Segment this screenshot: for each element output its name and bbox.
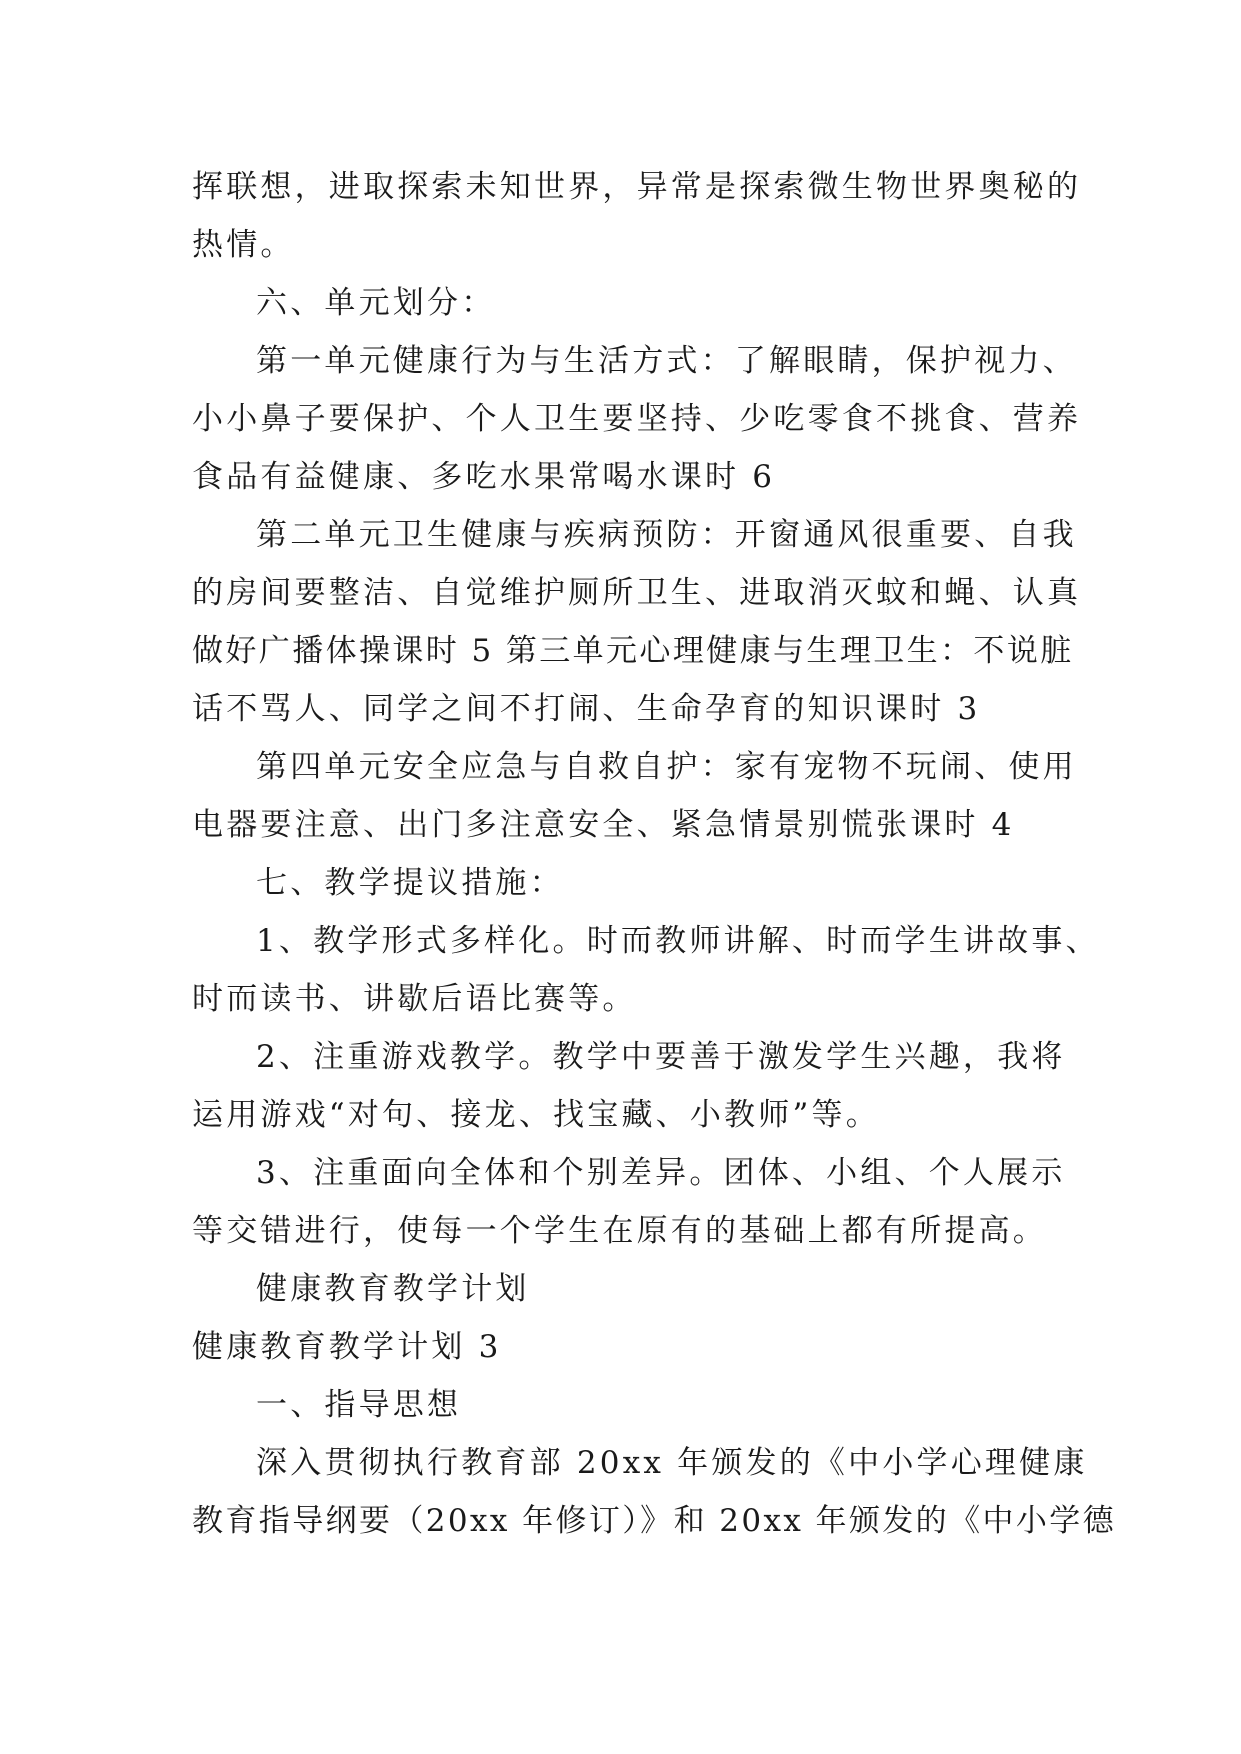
text-line: 热情。 bbox=[192, 227, 295, 263]
text-line: 3、注重面向全体和个别差异。团体、小组、个人展示 bbox=[256, 1155, 1066, 1191]
text-line: 第四单元安全应急与自救自护：家有宠物不玩闹、使用 bbox=[256, 749, 1077, 785]
text-line: 深入贯彻执行教育部 20xx 年颁发的《中小学心理健康 bbox=[256, 1445, 1088, 1481]
text-line: 第二单元卫生健康与疾病预防：开窗通风很重要、自我 bbox=[256, 517, 1077, 553]
section-heading: 一、指导思想 bbox=[256, 1387, 462, 1423]
text-line: 话不骂人、同学之间不打闹、生命孕育的知识课时 3 bbox=[192, 691, 981, 727]
section-heading: 七、教学提议措施： bbox=[256, 865, 564, 901]
text-line: 电器要注意、出门多注意安全、紧急情景别慌张课时 4 bbox=[192, 807, 1015, 843]
text-line: 挥联想，进取探索未知世界，异常是探索微生物世界奥秘的 bbox=[192, 169, 1082, 205]
text-line: 1、教学形式多样化。时而教师讲解、时而学生讲故事、 bbox=[256, 923, 1100, 959]
text-line: 教育指导纲要（20xx 年修订）》和 20xx 年颁发的《中小学德 bbox=[192, 1503, 1117, 1539]
document-title: 健康教育教学计划 bbox=[256, 1271, 530, 1307]
text-line: 的房间要整洁、自觉维护厕所卫生、进取消灭蚊和蝇、认真 bbox=[192, 575, 1082, 611]
text-line: 等交错进行，使每一个学生在原有的基础上都有所提高。 bbox=[192, 1213, 1047, 1249]
text-line: 小小鼻子要保护、个人卫生要坚持、少吃零食不挑食、营养 bbox=[192, 401, 1082, 437]
text-line: 食品有益健康、多吃水果常喝水课时 6 bbox=[192, 459, 776, 495]
text-line: 做好广播体操课时 5 第三单元心理健康与生理卫生：不说脏 bbox=[192, 633, 1074, 669]
text-line: 时而读书、讲歇后语比赛等。 bbox=[192, 981, 637, 1017]
text-line: 运用游戏“对句、接龙、找宝藏、小教师”等。 bbox=[192, 1097, 880, 1133]
document-subtitle: 健康教育教学计划 3 bbox=[192, 1329, 502, 1365]
document-body bbox=[192, 158, 1117, 1550]
text-line: 2、注重游戏教学。教学中要善于激发学生兴趣，我将 bbox=[256, 1039, 1066, 1075]
text-line: 第一单元健康行为与生活方式：了解眼睛，保护视力、 bbox=[256, 343, 1077, 379]
section-heading: 六、单元划分： bbox=[256, 285, 496, 321]
